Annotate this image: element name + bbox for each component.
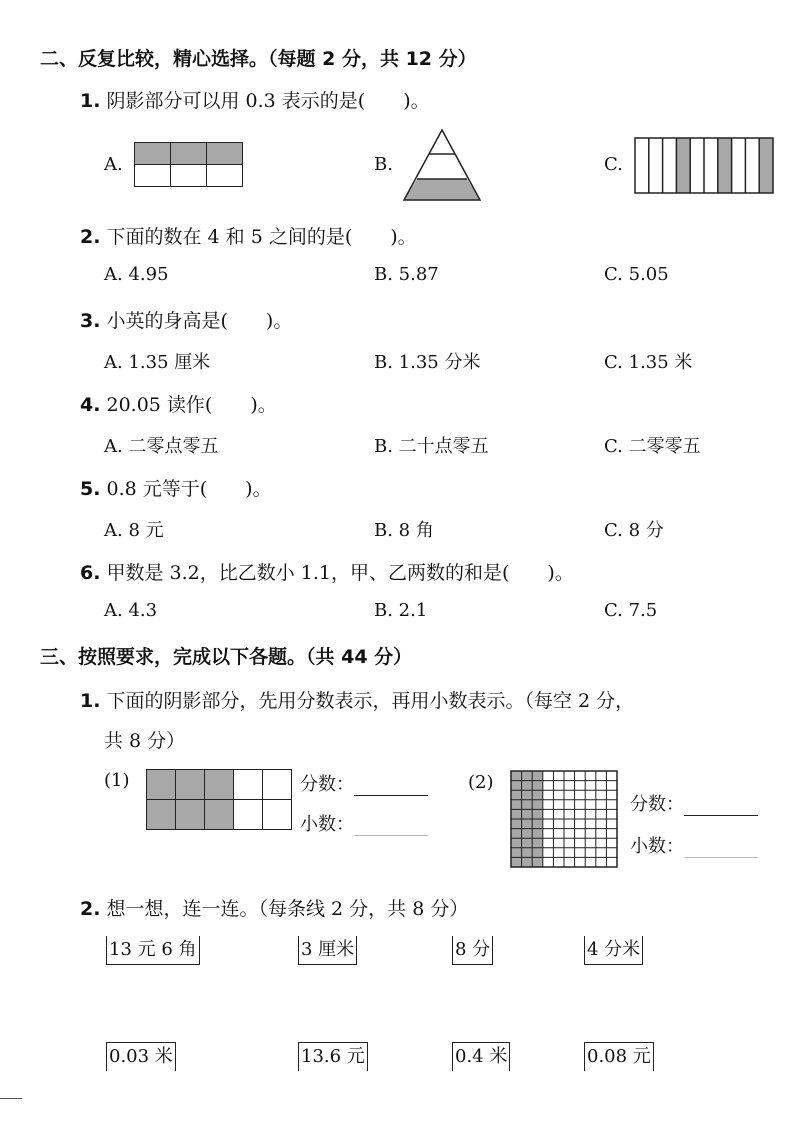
section-2-title: 二、反复比较，精心选择。（每题 2 分，共 12 分） bbox=[40, 48, 477, 70]
option-a[interactable]: A. 4.95 bbox=[104, 264, 169, 285]
decimal-label: 小数： bbox=[300, 814, 354, 835]
option-c[interactable]: C. 5.05 bbox=[604, 264, 669, 285]
question-5 bbox=[80, 474, 272, 501]
option-a-label[interactable]: A. bbox=[104, 154, 123, 175]
part-2-fraction bbox=[630, 790, 758, 816]
fraction-label: 分数： bbox=[630, 794, 684, 815]
section-3-title: 三、按照要求，完成以下各题。（共 44 分） bbox=[40, 646, 413, 668]
option-a-figure bbox=[134, 142, 243, 187]
decimal-label: 小数： bbox=[630, 836, 684, 857]
question-text: 20.05 读作( )。 bbox=[106, 394, 277, 416]
option-b-triangle-figure bbox=[402, 128, 482, 202]
bottom-card-1[interactable]: 0.03 米 bbox=[106, 1042, 176, 1071]
bottom-card-3[interactable]: 0.4 米 bbox=[452, 1042, 510, 1071]
part-1-decimal bbox=[300, 810, 428, 836]
fraction-answer-blank[interactable] bbox=[684, 795, 758, 816]
question-2 bbox=[80, 222, 417, 249]
option-b-label[interactable]: B. bbox=[374, 154, 393, 175]
question-number: 1. bbox=[80, 90, 101, 112]
part-2-hundred-grid bbox=[510, 770, 618, 868]
question-4 bbox=[80, 390, 277, 417]
question-text: 甲数是 3.2，比乙数小 1.1，甲、乙两数的和是( )。 bbox=[106, 562, 574, 584]
option-c-label[interactable]: C. bbox=[604, 154, 623, 175]
option-c[interactable]: C. 8 分 bbox=[604, 520, 664, 541]
top-card-3[interactable]: 8 分 bbox=[452, 936, 493, 965]
question-text: 下面的数在 4 和 5 之间的是( )。 bbox=[106, 226, 417, 248]
top-card-1[interactable]: 13 元 6 角 bbox=[106, 936, 200, 965]
question-number: 1. bbox=[80, 690, 101, 712]
section-3-question-2 bbox=[80, 894, 468, 921]
option-b[interactable]: B. 8 角 bbox=[374, 520, 434, 541]
option-b[interactable]: B. 二十点零五 bbox=[374, 436, 489, 457]
top-card-4[interactable]: 4 分米 bbox=[584, 936, 643, 965]
decimal-answer-blank[interactable] bbox=[684, 837, 758, 858]
option-c[interactable]: C. 7.5 bbox=[604, 600, 658, 621]
question-number: 6. bbox=[80, 562, 101, 584]
question-3 bbox=[80, 306, 292, 333]
bottom-card-4[interactable]: 0.08 元 bbox=[584, 1042, 654, 1071]
part-2-decimal bbox=[630, 832, 758, 858]
question-number: 5. bbox=[80, 478, 101, 500]
section-3-question-1 bbox=[80, 686, 634, 713]
question-text: 0.8 元等于( )。 bbox=[106, 478, 272, 500]
option-a[interactable]: A. 8 元 bbox=[104, 520, 164, 541]
decimal-answer-blank[interactable] bbox=[354, 815, 428, 836]
question-1 bbox=[80, 86, 430, 113]
question-text: 小英的身高是( )。 bbox=[106, 310, 293, 332]
option-b[interactable]: B. 1.35 分米 bbox=[374, 352, 481, 373]
part-1-fraction bbox=[300, 770, 428, 796]
question-text: 阴影部分可以用 0.3 表示的是( )。 bbox=[106, 90, 430, 112]
question-text-continued: 共 8 分） bbox=[104, 730, 186, 752]
part-1-label: (1) bbox=[104, 770, 130, 791]
option-c[interactable]: C. 二零零五 bbox=[604, 436, 701, 457]
option-b[interactable]: B. 5.87 bbox=[374, 264, 439, 285]
option-c-strip-figure bbox=[634, 137, 774, 194]
question-6 bbox=[80, 558, 574, 585]
question-number: 3. bbox=[80, 310, 101, 332]
question-number: 2. bbox=[80, 226, 101, 248]
option-a[interactable]: A. 4.3 bbox=[104, 600, 158, 621]
bottom-card-2[interactable]: 13.6 元 bbox=[298, 1042, 368, 1071]
part-1-rect-grid bbox=[146, 769, 292, 830]
question-number: 4. bbox=[80, 394, 101, 416]
question-number: 2. bbox=[80, 898, 101, 920]
question-text: 想一想，连一连。（每条线 2 分，共 8 分） bbox=[106, 898, 469, 920]
question-text: 下面的阴影部分，先用分数表示，再用小数表示。（每空 2 分， bbox=[106, 690, 635, 712]
option-b[interactable]: B. 2.1 bbox=[374, 600, 428, 621]
part-2-label: (2) bbox=[468, 772, 494, 793]
fraction-label: 分数： bbox=[300, 774, 354, 795]
page-edge-mark bbox=[0, 1098, 22, 1099]
option-c[interactable]: C. 1.35 米 bbox=[604, 352, 693, 373]
fraction-answer-blank[interactable] bbox=[354, 775, 428, 796]
option-a[interactable]: A. 二零点零五 bbox=[104, 436, 219, 457]
top-card-2[interactable]: 3 厘米 bbox=[298, 936, 357, 965]
option-a[interactable]: A. 1.35 厘米 bbox=[104, 352, 211, 373]
